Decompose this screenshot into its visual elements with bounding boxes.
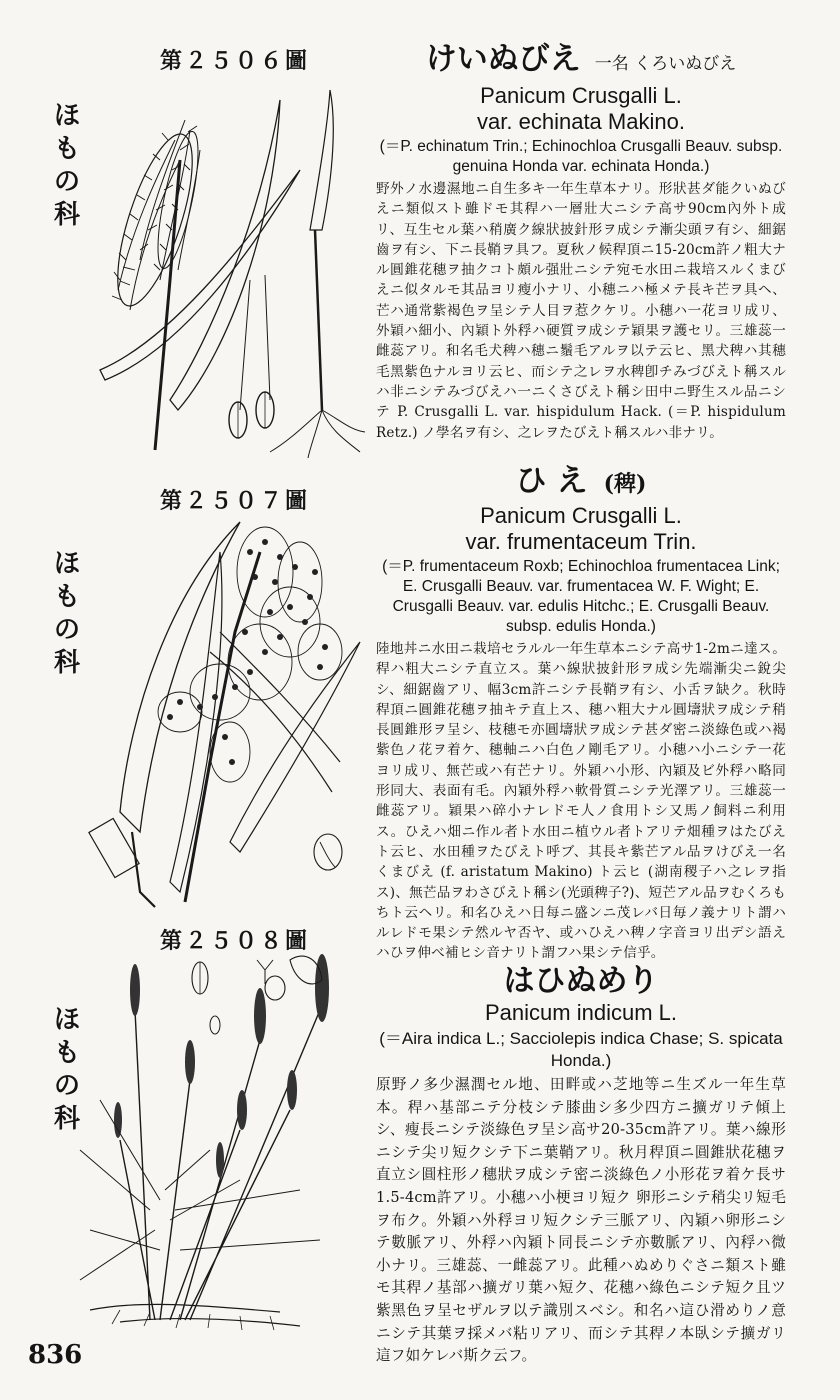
illustration-sacciolepis-indica [60,950,380,1340]
scientific-name-line2: var. frumentaceum Trin. [465,529,697,554]
japanese-name [376,462,786,503]
illustration-echinochloa-frumentacea [60,512,380,912]
synonyms: (＝Aira indica L.; Sacciolepis indica Chase; S. spicata Honda.) [379,1029,783,1070]
description: 原野ノ多少濕潤セル地、田畔或ハ芝地等ニ生ズル一年生草本。稈ハ基部ニテ分枝シテ膝曲シ多少四方ニ擴ガリテ傾上シ、瘦長ニシテ淡綠色ヲ呈シ高サ20-35cm許アリ。葉ハ線形ニシテ尖リ短クシテ下ニ葉鞘アリ。秋月稈頂ニ圓錐狀花穗ヲ直立シ圓柱形ノ穗狀ヲ成シテ密ニ淡綠色ノ小形花ヲ着ケ長サ1.5-4cm許アリ。小穗ハ小梗ヨリ短ク 卵形ニシテ稍尖リ短毛ヲ布ク。外穎ハ外稃ヨリ短クシテ三脈アリ、內穎ハ卵形ニシテ數脈アリ、外稃ハ內穎ト同長ニシテ亦數脈アリ、內稃ハ微小ナリ。三雄蕊、一雌蕊アリ。此種ハぬめりぐさニ類スト雖モ其稈ノ基部ハ擴ガリ葉ハ短ク、花穗ハ綠色ニシテ短ク且ツ紫黑色ヲ呈セザルヲ以テ識別スベシ。和名ハ這ひ滑めりノ意ニシテ其葉ヲ採メバ粘リアリ、而シテ其稈ノ本臥シテ擴ガリ這フ如ケレバ斯ク云フ。 [376,1076,786,1365]
entry-hie [376,462,786,964]
figure-label: 第２５０８圖 [160,928,311,954]
alias-name: 一名 くろいぬびえ [594,54,737,74]
scientific-name-line1: Panicum indicum L. [485,1000,677,1025]
figure-label: 第２５０７圖 [160,488,311,514]
scientific-name-line1: Panicum Crusgalli L. [480,503,682,528]
page-number: 836 [28,1340,83,1370]
japanese-name [376,40,786,83]
figure-label: 第２５０６圖 [160,48,311,74]
japanese-name-text: はひぬめり [503,963,659,999]
scientific-name-line1: Panicum Crusgalli L. [480,83,682,108]
japanese-name-text: ひえ [515,463,598,499]
family-label: ほもの科 [53,101,80,230]
japanese-name [376,962,786,1000]
family-label: ほもの科 [53,1005,80,1134]
scientific-name-line2: var. echinata Makino. [477,109,685,134]
synonyms: (＝P. frumentaceum Roxb; Echinochloa frumentacea Link; E. Crusgalli Beauv. var. frumentacea W. F. Wight; E. Crusgalli Beauv. var. edulis Hitchc.; E. Crusgalli Beauv. subsp. edulis Honda.) [382,558,780,635]
entry-hainumeri [376,962,786,1368]
description: 陸地丼ニ水田ニ栽培セラルル一年生草本ニシテ高サ1-2mニ達ス。稈ハ粗大ニシテ直立ス。葉ハ線狀披針形ヲ成シ先端漸尖ニ銳尖シ、細鋸齒アリ、幅3cm許ニシテ長鞘ヲ有シ、小舌ヲ缺ク。秋時稈頂ニ圓錐花穗ヲ抽キテ直上ス、穗ハ粗大ナル圓壔狀ヲ成シテ稍長圓錐形ヲ呈シ、枝穗モ亦圓壔狀ヲ成シテ甚ダ密ニ淡綠色或ハ褐紫色ノ花ヲ着ケ、穗軸ニハ白色ノ剛毛アリ。小穗ハ小ニシテ一花ヨリ成リ、無芒或ハ有芒ナリ。外穎ハ小形、內穎及ビ外稃ハ略同形同大、表面有毛。內穎外稃ハ軟骨質ニシテ光澤アリ。三雄蕊一雌蕊アリ。穎果ハ碎小ナレドモ人ノ食用トシ又馬ノ飼料ニ利用ス。ひえハ畑ニ作ル者ト水田ニ植ウル者トアリテ畑種ヲはたびえト云ヒ、水田種ヲたびえト呼ブ、其長キ紫芒アル品ヲけびえ一名くまびえ (f. aristatum Makino) ト云ヒ (湖南稷子ハ之レヲ指ス)、無芒品ヲわさびえト稱シ(光頭稗子?)、短芒アル品ヲむくろもちト云ヘリ。和名ひえハ日每ニ盛ンニ茂レバ日毎ノ義ナリト謂ハルレドモ果シテ然ルヤ否ヤ、或ハひえハ稗ノ字音ヨリ出デシ語えハひヲ伸べ補ヒシ音ナリト謂フハ果シテ信乎。 [376,641,786,962]
alias-name: (稗) [603,471,647,497]
synonyms: (＝P. echinatum Trin.; Echinochloa Crusgalli Beauv. subsp. genuina Honda var. echinata Honda.) [379,138,783,175]
description: 野外ノ水邊濕地ニ自生多キ一年生草本ナリ。形狀甚ダ能クいぬびえニ類似スト雖ドモ其稈ハ一層壯大ニシテ高サ90cm內外ト成リ、互生セル葉ハ稍廣ク線狀披針形ヲ成シテ漸尖頭ヲ有シ、細鋸齒ヲ有シ、下ニ長鞘ヲ具フ。夏秋ノ候稈頂ニ15-20cm許ノ粗大ナル圓錐花穗ヲ抽クコト頗ル强壯ニシテ宛モ水田ニ栽培スルくまびえニ似タルモ其品ヨリ瘦小ナリ、小穗ニハ極メテ長キ芒ヲ具ヘ、芒ハ通常紫褐色ヲ呈シテ人目ヲ惹クケリ。小穗ハ一花ヨリ成リ、外穎ハ細小、內穎ト外稃ハ硬質ヲ成シテ穎果ヲ護セリ。三雄蕊一雌蕊アリ。和名毛犬稗ハ穗ニ鬚毛アルヲ以テ云ヒ、黑犬稗ハ其穗毛黑紫色ナルヨリ云ヒ、而シテ之レヲ水稗卽チみづびえト稱スルハ非ニシテみづびえハ一ニくさびえト稱シ田中ニ野生スル品ニシテ P. Crusgalli L. var. hispidulum Hack. (＝P. hispidulum Retz.) ノ學名ヲ有シ、之レヲたびえト稱スルハ非ナリ。 [376,181,786,441]
family-label: ほもの科 [53,549,80,678]
illustration-echinochloa-echinata [60,80,380,460]
japanese-name-text: けいぬびえ [425,41,581,77]
entry-keinubie [376,40,786,443]
